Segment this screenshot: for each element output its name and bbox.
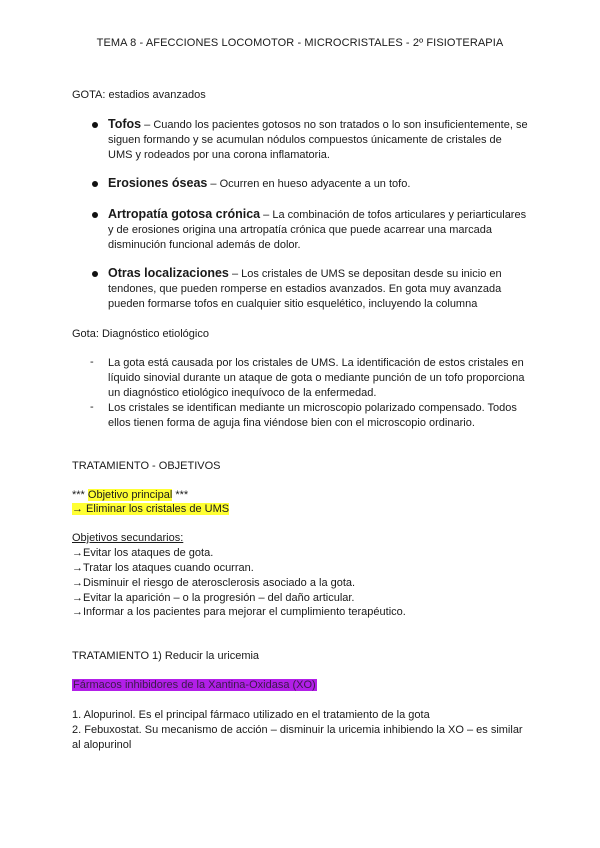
objetivo-principal-item	[72, 502, 229, 517]
dash-bullet: -	[90, 356, 94, 368]
bullet-icon	[92, 181, 98, 187]
dash-bullet: -	[90, 401, 94, 413]
objetivo-principal-label: Objetivo principal	[87, 489, 173, 501]
objetivo-principal-text: → Eliminar los cristales de UMS	[72, 503, 230, 515]
section-heading-reducir-uricemia: TRATAMIENTO 1) Reducir la uricemia	[72, 650, 260, 662]
term-description: – Cuando los pacientes gotosos no son tratados o lo son insuficientemente, se siguen formando y se acumulan nódulos compuestos únicamente de cristales de UMS y rodeados por una corona inflamatoria.	[108, 119, 528, 161]
page-header-title: TEMA 8 - AFECCIONES LOCOMOTOR - MICROCRISTALES - 2º FISIOTERAPIA	[96, 37, 504, 49]
list-item-artropatia	[108, 207, 528, 253]
list-item-tofos	[108, 117, 528, 163]
term-description: – La combinación de tofos articulares y periarticulares y de erosiones origina una artropatía crónica que puede acarrear una marcada disminución funcional además de dolor.	[108, 209, 527, 251]
farmaco-item-alopurinol: 1. Alopurinol. Es el principal fármaco utilizado en el tratamiento de la gota	[72, 709, 430, 721]
section-heading-tratamiento-objetivos: TRATAMIENTO - OBJETIVOS	[72, 460, 221, 472]
farmaco-item-febuxostat: 2. Febuxostat. Su mecanismo de acción – disminuir la uricemia inhibiendo la XO – es similar al alopurinol	[72, 724, 523, 751]
objetivo-secundario-item: →Disminuir el riesgo de aterosclerosis asociado a la gota.	[72, 577, 356, 589]
term-label: Tofos	[108, 117, 142, 131]
term-label: Erosiones óseas	[108, 176, 208, 190]
section-heading-gota-avanzados: GOTA: estadios avanzados	[72, 89, 206, 101]
list-item-erosiones	[108, 176, 528, 192]
diagnostico-item: Los cristales se identifican mediante un microscopio polarizado compensado. Todos ellos tienen forma de aguja fina viéndose bien con el microscopio ordinario.	[108, 402, 517, 429]
objetivo-secundario-item: →Informar a los pacientes para mejorar el cumplimiento terapéutico.	[72, 606, 406, 618]
objetivo-secundario-item: →Evitar la aparición – o la progresión – del daño articular.	[72, 592, 355, 604]
term-label: Otras localizaciones	[108, 266, 229, 280]
farmacos-inhibidores-line	[72, 678, 317, 693]
objetivo-secundario-item: →Evitar los ataques de gota.	[72, 547, 214, 559]
section-heading-diagnostico: Gota: Diagnóstico etiológico	[72, 328, 209, 340]
term-label: Artropatía gotosa crónica	[108, 207, 261, 221]
objetivo-secundario-item: →Tratar los ataques cuando ocurran.	[72, 562, 254, 574]
asterisks-prefix: ***	[72, 489, 88, 501]
farmacos-inhibidores-highlight: Fármacos inhibidores de la Xantina-Oxidasa (XO)	[73, 679, 316, 691]
term-description: – Ocurren en hueso adyacente a un tofo.	[207, 178, 411, 190]
list-item-otras-localizaciones	[108, 266, 528, 312]
objetivos-secundarios-heading: Objetivos secundarios:	[72, 532, 184, 544]
diagnostico-item: La gota está causada por los cristales de UMS. La identificación de estos cristales en líquido sinovial durante un ataque de gota o mediante punción de un tofo proporciona un diagnóstico etiológico inequívoco de la enfermedad.	[108, 357, 525, 399]
bullet-icon	[92, 212, 98, 218]
bullet-icon	[92, 122, 98, 128]
term-description: – Los cristales de UMS se depositan desde su inicio en tendones, que pueden romperse en estadios avanzados. En gota muy avanzada pueden formarse tofos en cualquier sitio esquelético, incluyendo la columna	[108, 268, 502, 310]
objetivo-principal-line	[72, 488, 188, 503]
asterisks-suffix: ***	[172, 489, 189, 501]
bullet-icon	[92, 271, 98, 277]
